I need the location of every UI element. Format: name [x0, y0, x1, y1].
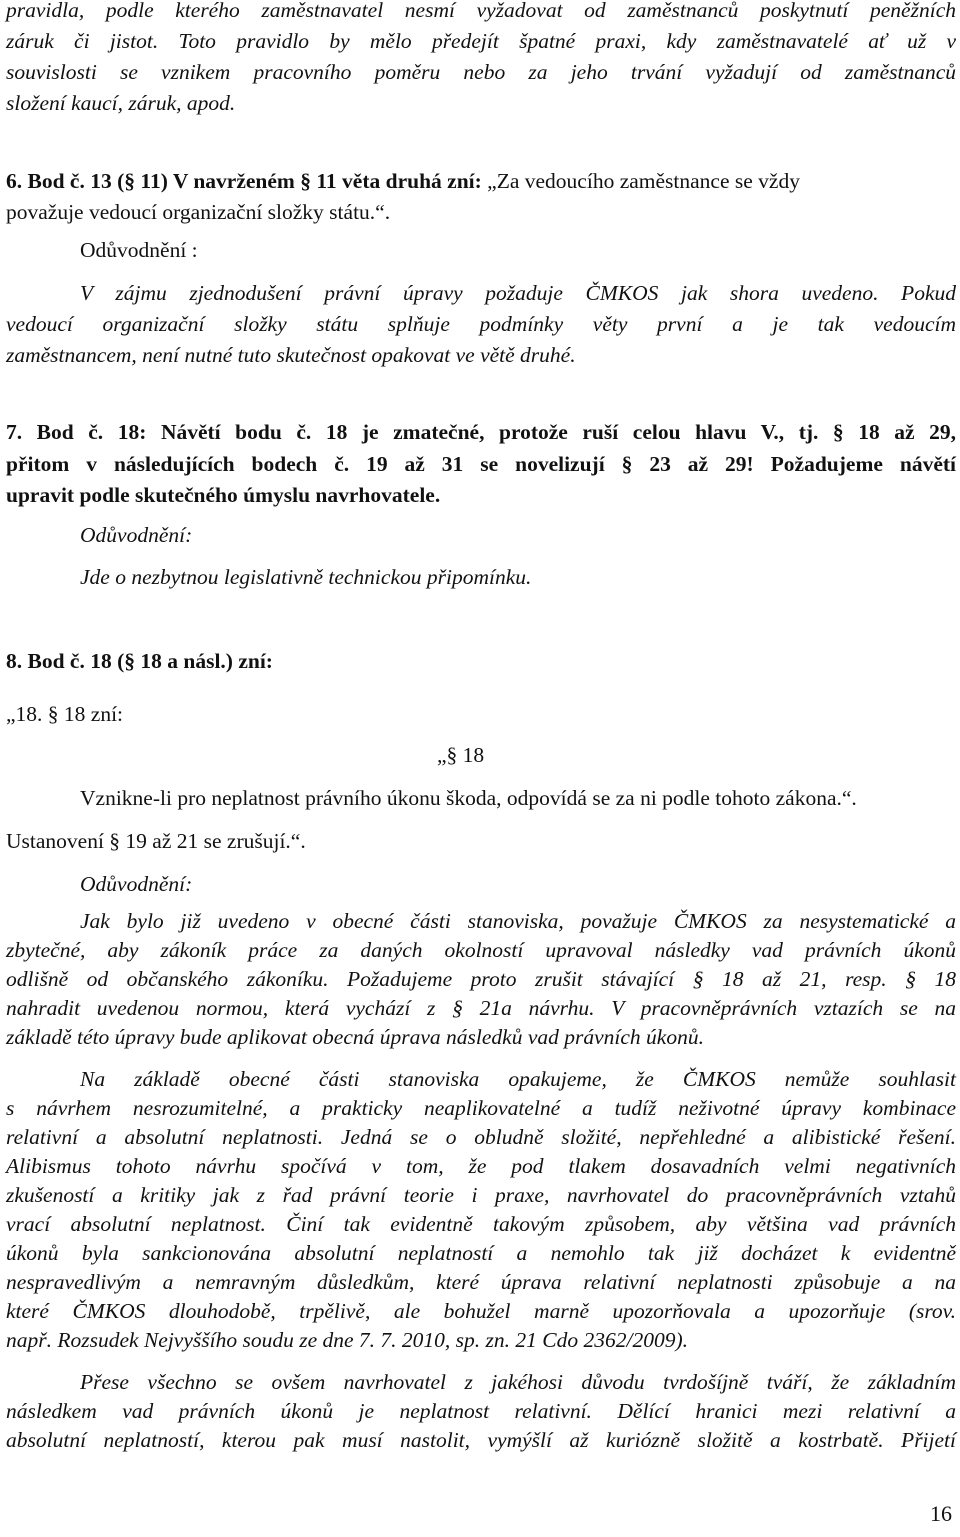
intro-line: záruk či jistot. Toto pravidlo by mělo předejít špatné praxi, kdy zaměstnavatelé ať už v	[6, 29, 956, 53]
section-7-line: přitom v následujících bodech č. 19 až 31 se novelizují § 23 až 29! Požadujeme návětí	[6, 452, 956, 476]
section-8-p1-line: nahradit uvedenou normou, která vychází z § 21a návrhu. V pracovněprávních vztazích se na	[6, 996, 956, 1020]
section-8-p3-line: absolutní neplatností, kterou pak musí nastolit, vymýšlí až kuriózně složitě a kostrbatě. Přijetí	[6, 1428, 956, 1452]
section-6-heading	[6, 167, 956, 195]
section-8-p2-line: úkonů byla sankcionována absolutní neplatností a nemohlo tak již docházet k evidentně	[6, 1241, 956, 1265]
section-7-justification-text: Jde o nezbytnou legislativně technickou připomínku.	[80, 565, 532, 589]
section-6-justification-label: Odůvodnění :	[80, 238, 198, 262]
intro-line: souvislosti se vznikem pracovního poměru nebo za jeho trvání vyžadují od zaměstnanců	[6, 60, 956, 84]
section-8-p2-line: vrací absolutní neplatnost. Činí tak evidentně takovým způsobem, aby většina vad právních	[6, 1212, 956, 1236]
intro-line: pravidla, podle kterého zaměstnavatel nesmí vyžadovat od zaměstnanců poskytnutí peněžních	[6, 0, 956, 22]
section-6-text: považuje vedoucí organizační složky státu.“.	[6, 200, 391, 224]
section-8-p2-line: Na základě obecné části stanoviska opakujeme, že ČMKOS nemůže souhlasit	[80, 1067, 956, 1091]
section-8-justification-label: Odůvodnění:	[80, 872, 193, 896]
section-8-heading: 8. Bod č. 18 (§ 18 a násl.) zní:	[6, 649, 273, 673]
section-8-p2-line: nespravedlivým a nemravným důsledkům, které úprava relativní neplatnosti způsobuje a na	[6, 1270, 956, 1294]
section-7-line: upravit podle skutečného úmyslu navrhovatele.	[6, 483, 441, 507]
section-6-justification-line: V zájmu zjednodušení právní úpravy požaduje ČMKOS jak shora uvedeno. Pokud	[80, 281, 956, 305]
section-8-subheading: „18. § 18 zní:	[6, 702, 124, 726]
section-8-p2-line: např. Rozsudek Nejvyššího soudu ze dne 7. 7. 2010, sp. zn. 21 Cdo 2362/2009).	[6, 1328, 688, 1352]
paragraph-18-text: Vznikne-li pro neplatnost právního úkonu škoda, odpovídá se za ni podle tohoto zákona.“.	[80, 786, 857, 810]
section-8-p1-line: Jak bylo již uvedeno v obecné části stanoviska, považuje ČMKOS za nesystematické a	[80, 909, 956, 933]
section-7-line: 7. Bod č. 18: Návětí bodu č. 18 je zmatečné, protože ruší celou hlavu V., tj. § 18 až 29,	[6, 420, 956, 444]
section-8-p1-line: základě této úpravy bude aplikovat obecná úprava následků vad právních úkonů.	[6, 1025, 704, 1049]
page-number: 16	[930, 1501, 952, 1526]
section-6-justification-line: zaměstnancem, není nutné tuto skutečnost opakovat ve větě druhé.	[6, 343, 576, 367]
repeal-text: Ustanovení § 19 až 21 se zrušují.“.	[6, 829, 306, 853]
section-7-justification-label: Odůvodnění:	[80, 523, 193, 547]
section-8-p2-line: zkušeností a kritiky jak z řad právní teorie i praxe, navrhovatel do pracovněprávních vztahů	[6, 1183, 956, 1207]
intro-line: složení kaucí, záruk, apod.	[6, 91, 236, 115]
section-8-p2-line: které ČMKOS dlouhodobě, trpělivě, ale bohužel marně upozorňovala a upozorňuje (srov.	[6, 1299, 956, 1323]
section-8-p1-line: zbytečné, aby zákoník práce za daných okolností upravoval následky vad právních úkonů	[6, 938, 956, 962]
paragraph-18-mark: „§ 18	[437, 743, 485, 767]
section-6-heading-rest: „Za vedoucího zaměstnance se vždy	[481, 169, 800, 193]
section-8-p3-line: následkem vad právních úkonů je neplatnost relativní. Dělící hranici mezi relativní a	[6, 1399, 956, 1423]
section-8-p2-line: Alibismus tohoto návrhu spočívá v tom, že pod tlakem dosavadních velmi negativních	[6, 1154, 956, 1178]
section-6-justification-line: vedoucí organizační složky státu splňuje podmínky věty první a je tak vedoucím	[6, 312, 956, 336]
section-8-p2-line: s návrhem nesrozumitelné, a prakticky neaplikovatelné a tudíž neživotné úpravy kombinace	[6, 1096, 956, 1120]
section-8-p3-line: Přese všechno se ovšem navrhovatel z jakéhosi důvodu tvrdošíjně tváří, že základním	[80, 1370, 956, 1394]
section-8-p1-line: odlišně od občanského zákoníku. Požadujeme proto zrušit stávající § 18 až 21, resp. § 18	[6, 967, 956, 991]
section-8-p2-line: relativní a absolutní neplatnosti. Jedná se o obludně složité, nepřehledné a alibistické řešení.	[6, 1125, 956, 1149]
section-6-heading-bold: 6. Bod č. 13 (§ 11) V navrženém § 11 věta druhá zní:	[6, 169, 482, 193]
